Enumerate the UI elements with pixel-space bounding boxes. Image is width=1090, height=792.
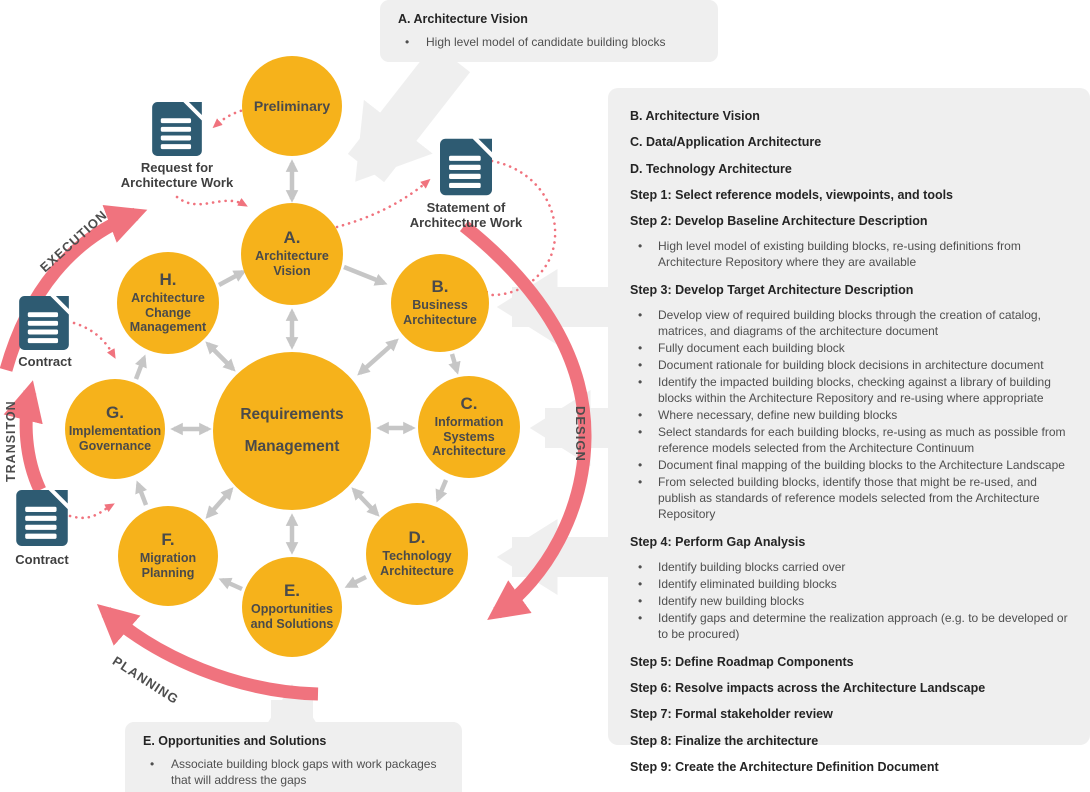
phase-name: Business Architecture <box>403 298 477 327</box>
callout-opportunities-solutions <box>125 722 462 792</box>
phase-letter: C. <box>460 393 478 413</box>
panel-bullet-list <box>630 308 1070 522</box>
phase-circle-g <box>65 379 165 479</box>
panel-section-heading: Step 9: Create the Architecture Definition Document <box>630 759 939 774</box>
phase-letter: B. <box>431 277 449 297</box>
phase-circle-b <box>391 254 489 352</box>
contract-bottom-doc <box>16 490 68 546</box>
callout-architecture-vision <box>380 0 718 62</box>
panel-bullet: • High level model of existing building blocks, re-using definitions from Architecture Repository where they are available <box>630 239 1070 271</box>
statement-doc-label: Statement of Architecture Work <box>409 200 523 231</box>
phase-name: Migration Planning <box>139 551 197 580</box>
phase-name: Opportunities and Solutions <box>250 602 334 631</box>
planning-label: PLANNING <box>109 653 182 708</box>
phase-circle-c <box>418 376 520 478</box>
transiton-label: TRANSITON <box>4 400 18 482</box>
document-icon <box>18 296 70 350</box>
phase-name: Information Systems Architecture <box>432 414 506 459</box>
panel-section-heading: Step 6: Resolve impacts across the Architecture Landscape <box>630 681 986 696</box>
panel-bullet: • Identify gaps and determine the realization approach (e.g. to be developed or to be procured) <box>630 611 1070 643</box>
phase-letter: H. <box>159 269 177 289</box>
contract-bottom-label: Contract <box>15 552 69 567</box>
callout-bullet: • High level model of candidate building blocks <box>398 34 700 50</box>
contract-top-label: Contract <box>18 354 72 369</box>
panel-bullet-list <box>630 239 1070 271</box>
design-label: DESIGN <box>573 406 588 462</box>
request-doc-label: Request for Architecture Work <box>120 160 234 191</box>
execution-label: EXECUTION <box>36 207 111 276</box>
panel-bullet: • Identify building blocks carried over <box>630 560 1070 576</box>
phase-circle-requirements-management <box>213 352 371 510</box>
phase-name: Technology Architecture <box>380 549 454 578</box>
panel-section-heading: Step 1: Select reference models, viewpoints, and tools <box>630 187 954 202</box>
panel-section-heading: Step 2: Develop Baseline Architecture Description <box>630 214 928 228</box>
phase-name: Implementation Governance <box>68 424 162 453</box>
phase-letter: D. <box>408 528 426 548</box>
statement-doc <box>440 138 492 196</box>
phase-circle-a <box>241 203 343 305</box>
phase-letter: E. <box>283 581 301 601</box>
panel-section-heading: Step 4: Perform Gap Analysis <box>630 534 806 549</box>
panel-bullet: • Document rationale for building block decisions in architecture document <box>630 358 1070 374</box>
phase-name: Architecture Vision <box>255 249 329 278</box>
panel-bullet: • Fully document each building block <box>630 341 1070 357</box>
phase-circle-preliminary <box>242 56 342 156</box>
phase-name: Requirements Management <box>240 406 344 455</box>
panel-bullet: • Identify eliminated building blocks <box>630 577 1070 593</box>
panel-section-heading: Step 3: Develop Target Architecture Description <box>630 283 914 298</box>
phase-name: Preliminary <box>253 97 331 114</box>
phase-circle-d <box>366 503 468 605</box>
phase-letter: A. <box>283 228 301 248</box>
panel-bullet-list <box>630 560 1070 643</box>
phase-letter: F. <box>161 530 175 550</box>
callout-bullet: • Associate building block gaps with work packages that will address the gaps <box>143 756 444 788</box>
panel-section-heading: Step 5: Define Roadmap Components <box>630 654 854 669</box>
phase-circle-f <box>118 506 218 606</box>
request-doc <box>152 102 202 156</box>
callout-title: E. Opportunities and Solutions <box>143 734 327 748</box>
document-icon <box>152 102 202 156</box>
contract-top-doc <box>18 296 70 350</box>
transiton-arrow <box>26 392 40 490</box>
panel-section-heading: B. Architecture Vision <box>630 109 760 123</box>
phase-detail-panel <box>608 88 1090 774</box>
panel-bullet: • Where necessary, define new building blocks <box>630 408 1070 424</box>
callout-title: A. Architecture Vision <box>398 12 528 26</box>
phase-circle-h <box>117 252 219 354</box>
panel-section-heading: Step 7: Formal stakeholder review <box>630 707 833 722</box>
phase-name: Architecture Change Management <box>129 290 207 335</box>
panel-section-heading: C. Data/Application Architecture <box>630 135 822 150</box>
panel-bullet: • From selected building blocks, identify those that might be re-used, and publish as standards of reference models selected from the Architecture Repository <box>630 475 1070 523</box>
phase-circle-e <box>242 557 342 657</box>
panel-section-heading: D. Technology Architecture <box>630 161 792 176</box>
phase-letter: G. <box>106 403 124 423</box>
panel-bullet: • Select standards for each building blocks, re-using as much as possible from reference models selected from the Architecture Continuum <box>630 425 1070 457</box>
panel-bullet: • Identify the impacted building blocks, checking against a library of building blocks within the Architecture Repository and re-using where appropriate <box>630 375 1070 407</box>
panel-bullet: • Document final mapping of the building blocks to the Architecture Landscape <box>630 458 1070 474</box>
panel-section-heading: Step 8: Finalize the architecture <box>630 733 819 748</box>
document-icon <box>16 490 68 546</box>
document-icon <box>440 138 492 196</box>
flow-request-to-a <box>177 197 245 205</box>
flow-contract-bottom <box>70 505 112 518</box>
panel-bullet: • Develop view of required building blocks through the creation of catalog, matrices, and diagrams of the architecture document <box>630 308 1070 340</box>
flow-contract-top <box>74 323 114 356</box>
panel-bullet: • Identify new building blocks <box>630 594 1070 610</box>
